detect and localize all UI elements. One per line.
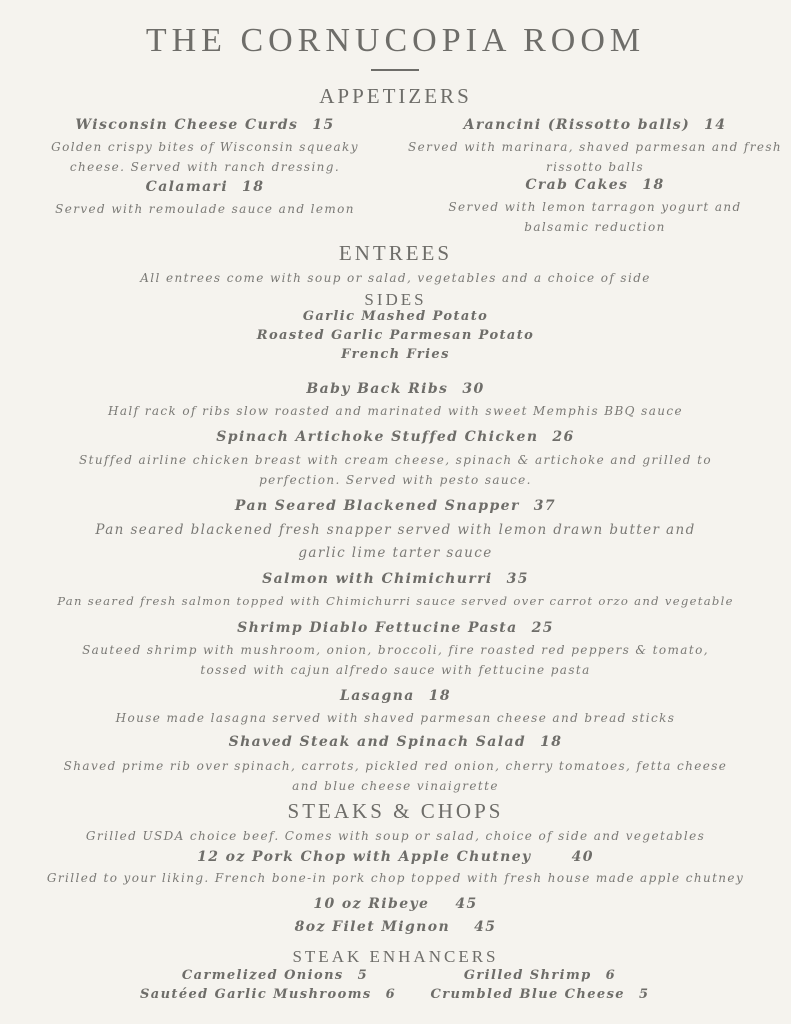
item-description: Sauteed shrimp with mushroom, onion, broccoli, fire roasted red peppers & tomato,: [82, 643, 709, 657]
item-description: House made lasagna served with shaved parmesan cheese and bread sticks: [115, 711, 676, 725]
item-description: balsamic reduction: [524, 220, 666, 234]
item-description: Grilled to your liking. French bone-in pork chop topped with fresh house made apple chutney: [46, 871, 745, 885]
item-description: Stuffed airline chicken breast with cream cheese, spinach & artichoke and grilled to: [79, 453, 712, 467]
item-description: Served with remoulade sauce and lemon: [55, 202, 355, 216]
enhancers-heading: STEAK ENHANCERS: [292, 947, 499, 966]
item-description: rissotto balls: [545, 160, 645, 174]
item-description: Shaved prime rib over spinach, carrots, pickled red onion, cherry tomatoes, fetta cheese: [63, 759, 728, 773]
entrees-heading: ENTREES: [338, 241, 453, 265]
steaks-note: Grilled USDA choice beef. Comes with soup or salad, choice of side and vegetables: [85, 829, 706, 843]
enhancer-item: Carmelized Onions 5: [181, 968, 369, 983]
item-description: Half rack of ribs slow roasted and marinated with sweet Memphis BBQ sauce: [108, 404, 683, 418]
item-description: perfection. Served with pesto sauce.: [259, 473, 532, 487]
menu-item-calamari: Calamari 18: [145, 179, 265, 195]
menu-item-ribs: Baby Back Ribs 30: [306, 381, 485, 397]
menu-item-arancini: Arancini (Rissotto balls) 14: [463, 117, 727, 133]
menu-item-crab-cakes: Crab Cakes 18: [525, 177, 665, 193]
menu-item-snapper: Pan Seared Blackened Snapper 37: [234, 498, 557, 514]
item-description: and blue cheese vinaigrette: [292, 779, 499, 793]
item-description: cheese. Served with ranch dressing.: [69, 160, 341, 174]
item-description: tossed with cajun alfredo sauce with fettucine pasta: [200, 663, 591, 677]
enhancer-item: Crumbled Blue Cheese 5: [430, 987, 650, 1002]
sides-heading: SIDES: [364, 290, 427, 309]
enhancer-item: Sautéed Garlic Mushrooms 6: [139, 987, 397, 1002]
title-divider: [371, 69, 419, 71]
item-description: Pan seared fresh salmon topped with Chimichurri sauce served over carrot orzo and vegetable: [57, 594, 734, 608]
restaurant-title: THE CORNUCOPIA ROOM: [145, 22, 646, 59]
menu-item-filet: 8oz Filet Mignon 45: [294, 919, 497, 935]
appetizers-heading: APPETIZERS: [319, 84, 472, 108]
menu-item-stuffed-chicken: Spinach Artichoke Stuffed Chicken 26: [216, 429, 575, 445]
menu-item-shrimp-pasta: Shrimp Diablo Fettucine Pasta 25: [237, 620, 554, 636]
menu-item-steak-salad: Shaved Steak and Spinach Salad 18: [228, 734, 563, 750]
enhancer-item: Grilled Shrimp 6: [463, 968, 617, 983]
item-description: Golden crispy bites of Wisconsin squeaky: [51, 140, 359, 154]
side-item: French Fries: [341, 347, 450, 362]
menu-item-pork-chop: 12 oz Pork Chop with Apple Chutney 40: [197, 849, 594, 865]
menu-item-salmon: Salmon with Chimichurri 35: [262, 571, 529, 587]
menu-item-ribeye: 10 oz Ribeye 45: [313, 896, 478, 912]
menu-item-cheese-curds: Wisconsin Cheese Curds 15: [75, 117, 335, 133]
item-description: Pan seared blackened fresh snapper served with lemon drawn butter and: [95, 522, 696, 538]
menu-item-lasagna: Lasagna 18: [339, 688, 451, 704]
side-item: Garlic Mashed Potato: [302, 309, 489, 324]
item-description: garlic lime tarter sauce: [298, 545, 493, 561]
steaks-heading: STEAKS & CHOPS: [287, 799, 504, 823]
side-item: Roasted Garlic Parmesan Potato: [256, 328, 535, 343]
item-description: Served with marinara, shaved parmesan and fresh: [407, 140, 783, 154]
item-description: Served with lemon tarragon yogurt and: [448, 200, 742, 214]
entrees-note: All entrees come with soup or salad, vegetables and a choice of side: [140, 271, 651, 285]
